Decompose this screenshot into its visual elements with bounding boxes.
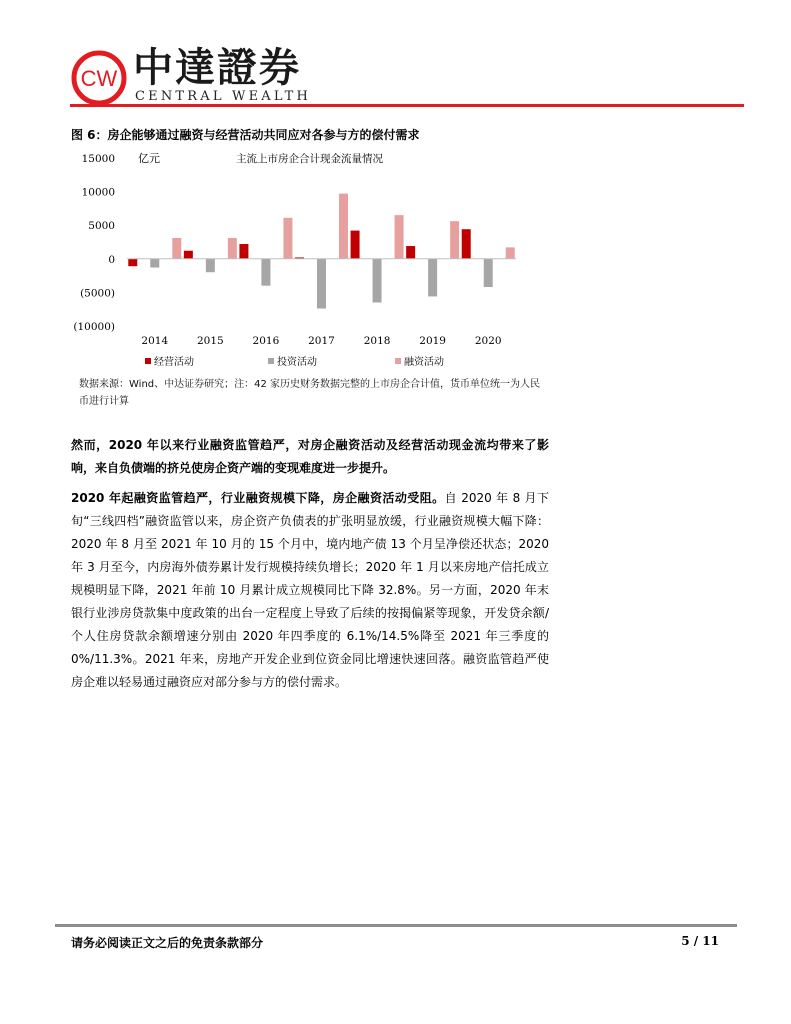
figure-source-note: 数据来源：Wind、中达证券研究；注：42 家历史财务数据完整的上市房企合计值，货币单位统一为人民币进行计算 [79,379,541,407]
bar-operating [462,229,471,259]
bar-operating [239,244,248,259]
legend-swatch [145,358,151,364]
y-tick-label: (10000) [73,321,115,333]
bar-financing [395,215,404,259]
bar-investing [317,259,326,309]
legend-label: 经营活动 [154,357,194,368]
footer-rule [55,924,737,927]
bar-financing [283,218,292,259]
company-name-cn: 中達證券 [133,44,301,91]
bar-investing [428,259,437,297]
bar-operating [184,251,193,259]
bar-operating [351,231,360,259]
unit-label: 亿元 [138,152,160,165]
x-tick-label: 2019 [419,335,447,347]
logo-mark [71,50,127,106]
footer-disclaimer: 请务必阅读正文之后的免责条款部分 [71,936,264,950]
bar-investing [261,259,270,286]
header-rule [70,104,744,107]
bar-investing [484,259,493,287]
paragraph-summary: 然而，2020 年以来行业融资监管趋严，对房企融资活动及经营活动现金流均带来了影响，来自负债端的挤兑使房企资产端的变现难度进一步提升。 [71,438,549,475]
bar-financing [506,247,515,258]
x-tick-label: 2018 [363,335,391,347]
legend-label: 投资活动 [277,357,317,368]
company-name-en: CENTRAL WEALTH [135,89,312,104]
legend-label: 融资活动 [404,357,444,368]
bar-financing [339,194,348,259]
x-tick-label: 2020 [474,335,502,347]
y-tick-label: 10000 [81,186,115,199]
legend-swatch [395,358,401,364]
bar-financing [450,221,459,259]
bar-investing [150,259,159,268]
bar-financing [228,238,237,259]
chart-title: 主流上市房企合计现金流量情况 [236,153,383,165]
cash-flow-chart [60,143,530,373]
x-tick-label: 2016 [252,335,280,347]
y-tick-label: 15000 [81,153,115,165]
paragraph-financing [71,487,549,694]
y-tick-label: 5000 [88,220,115,233]
logo-mark-text: CW [80,66,118,91]
y-axis [73,153,115,333]
x-tick-label: 2015 [196,335,224,347]
x-tick-label: 2017 [308,335,335,347]
bar-financing [172,238,181,259]
figure-title: 图 6：房企能够通过融资与经营活动共同应对各参与方的偿付需求 [71,128,420,142]
bar-investing [373,259,382,303]
bar-investing [206,259,215,272]
paragraph-body: 自 2020 年 8 月下旬“三线四档”融资监管以来，房企资产负债表的扩张明显放缓，行业融资规模大幅下降：2020 年 8 月至 2021 年 10 月的 15 个月中，境内地产债 13 个月呈净偿还状态；2020 年 3 月至今，内房海外债券累计发行规模持续负增长；2020 年 1 月以来房地产信托成立规模明显下降，2021 年前 10 月累计成立规模同比下降 32.8%。另一方面，2020 年末银行业涉房贷款集中度政策的出台一定程度上导致了后续的按揭偏紧等现象，开发贷余额/个人住房贷款余额增速分别由 2020 年四季度的 6.1%/14.5%降至 2021 年三季度的 0%/11.3%。2021 年来，房地产开发企业到位资金同比增速快速回落。融资监管趋严使房企难以轻易通过融资应对部分参与方的偿付需求。 [71,491,549,689]
legend [145,355,444,368]
paragraph-lead: 2020 年起融资监管趋严，行业融资规模下降，房企融资活动受阻。 [71,491,445,505]
x-axis [141,335,501,347]
bars [128,194,514,309]
y-tick-label: 0 [108,253,115,266]
page-number: 5 / 11 [681,934,719,948]
legend-swatch [268,358,274,364]
bar-operating [128,259,137,266]
bar-operating [406,246,415,259]
y-tick-label: (5000) [80,287,115,300]
x-tick-label: 2014 [141,335,169,347]
